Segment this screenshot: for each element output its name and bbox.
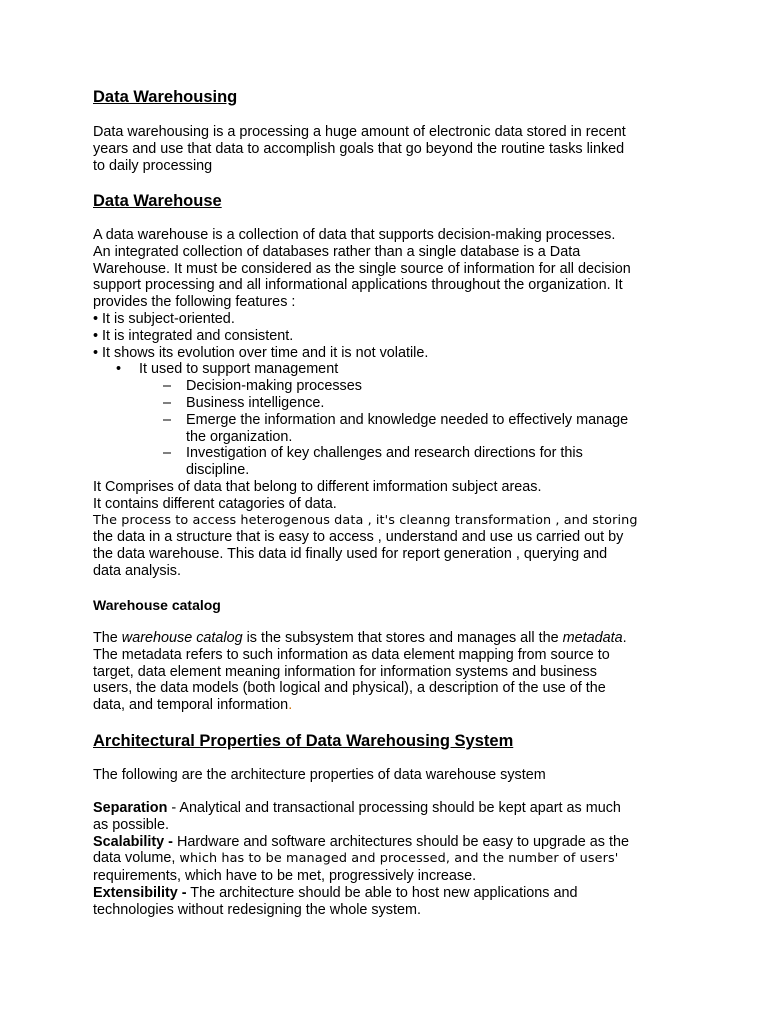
text-line: Warehouse. It must be considered as the single source of information for all decision (93, 260, 631, 277)
text-fragment: data volume, (93, 850, 180, 867)
text-line: the data in a structure that is easy to access , understand and use us carried out by (93, 529, 624, 546)
text-line: It contains different catagories of data. (93, 495, 337, 512)
dash-marker: – (163, 411, 172, 428)
text-line: as possible. (93, 816, 169, 833)
text-line: The metadata refers to such information as data element mapping from source to (93, 646, 610, 663)
text-line: A data warehouse is a collection of data that supports decision-making processes. (93, 227, 616, 243)
text-line: The following are the architecture properties of data warehouse system (93, 767, 546, 783)
arch-properties (93, 800, 693, 919)
text-fragment: is the subsystem that stores and manages all the (242, 630, 563, 646)
text-line: data analysis. (93, 562, 181, 579)
support-label: It used to support management (139, 361, 339, 378)
property-extensibility (93, 885, 693, 902)
sub-item-text: Decision-making processes (186, 378, 362, 395)
sub-item-continuation (93, 429, 693, 446)
text-fragment: . (622, 630, 627, 646)
support-management-item (93, 361, 693, 378)
sub-item (93, 412, 693, 429)
sub-item-text: discipline. (186, 462, 250, 479)
heading-data-warehouse: Data Warehouse (93, 192, 222, 210)
text-line: technologies without redesigning the whole system. (93, 901, 421, 918)
property-label: Extensibility - (93, 884, 187, 901)
text-fragment: The architecture should be able to host new applications and (186, 884, 578, 901)
property-scalability (93, 834, 693, 851)
text-line (93, 697, 693, 714)
text-fragment: which has to be managed and processed, and the number of users' (179, 851, 619, 867)
catalog-body (93, 630, 693, 714)
text-line (93, 630, 693, 647)
text-line: users, the data models (both logical and physical), a description of the use of the (93, 680, 606, 697)
text-line: requirements, which have to be met, progressively increase. (93, 868, 477, 885)
text-line: target, data element meaning information for information systems and business (93, 663, 597, 680)
bullet-marker: • (116, 361, 122, 378)
sub-item-text: the organization. (186, 428, 293, 445)
sub-item-text: Emerge the information and knowledge needed to effectively manage (186, 411, 629, 428)
property-label: Scalability - (93, 833, 173, 850)
sub-item-continuation (93, 462, 693, 479)
sub-item (93, 395, 693, 412)
heading-warehouse-catalog: Warehouse catalog (93, 597, 221, 613)
text-fragment: Hardware and software architectures should be easy to upgrade as the (172, 833, 629, 850)
heading-architectural-properties: Architectural Properties of Data Warehousing System (93, 732, 514, 750)
text-line: years and use that data to accomplish goals that go beyond the routine tasks linked (93, 140, 625, 157)
feature-item: • It is subject-oriented. (93, 310, 235, 327)
text-line-alt-font: The process to access heterogenous data , it's cleanng transformation , and storing (93, 512, 638, 528)
text-line: provides the following features : (93, 294, 296, 311)
text-fragment: . (288, 697, 293, 714)
text-fragment: - Analytical and transactional processing should be kept apart as much (167, 800, 621, 816)
feature-item: • It shows its evolution over time and it is not volatile. (93, 344, 429, 361)
heading-data-warehousing: Data Warehousing (93, 88, 238, 106)
arch-intro (93, 767, 693, 784)
text-line: It Comprises of data that belong to different imformation subject areas. (93, 478, 542, 495)
property-separation (93, 800, 693, 817)
text-line: Data warehousing is a processing a huge amount of electronic data stored in recent (93, 124, 626, 140)
term-warehouse-catalog: warehouse catalog (121, 630, 243, 646)
text-fragment: data, and temporal information (93, 697, 289, 714)
text-line: to daily processing (93, 157, 213, 174)
feature-item: • It is integrated and consistent. (93, 327, 294, 344)
property-label: Separation (93, 800, 168, 816)
data-warehouse-body (93, 227, 693, 580)
dash-marker: – (163, 394, 172, 411)
text-line: An integrated collection of databases rather than a single database is a Data (93, 243, 581, 260)
text-line: support processing and all informational applications throughout the organization. It (93, 277, 623, 294)
dash-marker: – (163, 378, 172, 395)
sub-item (93, 445, 693, 462)
dash-marker: – (163, 445, 172, 462)
sub-item-text: Investigation of key challenges and research directions for this (186, 445, 583, 462)
term-metadata: metadata (562, 630, 623, 646)
sub-item-text: Business intelligence. (186, 394, 325, 411)
sub-item (93, 378, 693, 395)
text-line (93, 850, 693, 868)
text-fragment: The (93, 630, 122, 646)
text-line: the data warehouse. This data id finally used for report generation , querying and (93, 546, 608, 563)
intro-paragraph (93, 124, 693, 174)
